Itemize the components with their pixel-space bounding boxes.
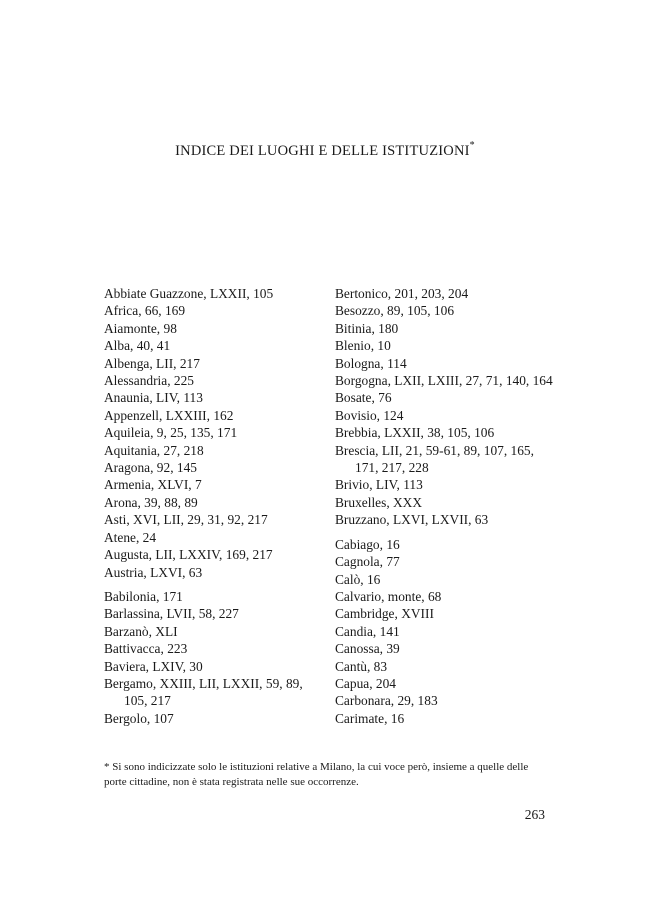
index-entry: Barlassina, LVII, 58, 227	[104, 606, 239, 622]
index-entry: Blenio, 10	[335, 338, 391, 354]
index-column-left	[104, 285, 322, 727]
index-entry: Augusta, LII, LXXIV, 169, 217	[104, 547, 273, 563]
index-entry: Bologna, 114	[335, 355, 407, 371]
index-entry: Anaunia, LIV, 113	[104, 390, 203, 406]
index-entry: Alessandria, 225	[104, 373, 194, 389]
index-entry: Calvario, monte, 68	[335, 588, 442, 604]
index-entry: Brescia, LII, 21, 59-61, 89, 107, 165, 171, 217, 228	[335, 442, 534, 476]
index-entry: Bosate, 76	[335, 390, 392, 406]
section-gap	[104, 581, 322, 588]
index-entry: Bruxelles, XXX	[335, 494, 423, 510]
index-entry: Appenzell, LXXIII, 162	[104, 407, 234, 423]
index-entry: Albenga, LII, 217	[104, 355, 200, 371]
index-entry: Austria, LXVI, 63	[104, 564, 203, 580]
index-entry: Carimate, 16	[335, 710, 405, 726]
index-entry: Bergamo, XXIII, LII, LXXII, 59, 89, 105, 217	[104, 675, 303, 709]
index-entry: Calò, 16	[335, 571, 381, 587]
index-entry: Aquitania, 27, 218	[104, 442, 204, 458]
index-entry: Brivio, LIV, 113	[335, 477, 423, 493]
footnote: * Si sono indicizzate solo le istituzioni relative a Milano, la cui voce però, insieme a quelle delle porte cittadine, non è stata registrata nelle sue occorrenze.	[104, 761, 529, 788]
index-entry: Atene, 24	[104, 529, 157, 545]
index-entry: Bovisio, 124	[335, 407, 404, 423]
page-title	[0, 141, 650, 160]
index-entry: Bitinia, 180	[335, 320, 399, 336]
index-entry: Canossa, 39	[335, 641, 400, 657]
index-entry: Barzanò, XLI	[104, 623, 178, 639]
index-entry: Cagnola, 77	[335, 554, 400, 570]
index-column-right	[335, 285, 553, 727]
index-entry: Bruzzano, LXVI, LXVII, 63	[335, 512, 489, 528]
index-entry: Brebbia, LXXII, 38, 105, 106	[335, 425, 495, 441]
index-entry: Arona, 39, 88, 89	[104, 494, 198, 510]
index-entry: Asti, XVI, LII, 29, 31, 92, 217	[104, 512, 268, 528]
index-entry: Capua, 204	[335, 675, 396, 691]
index-entry: Cabiago, 16	[335, 536, 400, 552]
index-entry: Bergolo, 107	[104, 710, 174, 726]
index-entry: Armenia, XLVI, 7	[104, 477, 202, 493]
index-entry: Aragona, 92, 145	[104, 460, 197, 476]
page-title-text: INDICE DEI LUOGHI E DELLE ISTITUZIONI	[175, 142, 470, 159]
index-entry: Aiamonte, 98	[104, 320, 177, 336]
index-entry: Besozzo, 89, 105, 106	[335, 303, 455, 319]
section-gap	[335, 529, 553, 536]
index-entry: Carbonara, 29, 183	[335, 693, 438, 709]
index-entry: Alba, 40, 41	[104, 338, 171, 354]
index-entry: Baviera, LXIV, 30	[104, 658, 203, 674]
index-entry: Africa, 66, 169	[104, 303, 186, 319]
footnote-mark: *	[469, 140, 475, 151]
index-entry: Cambridge, XVIII	[335, 606, 434, 622]
index-entry: Candia, 141	[335, 623, 400, 639]
index-entry: Cantù, 83	[335, 658, 388, 674]
index-entry: Bertonico, 201, 203, 204	[335, 286, 469, 301]
index-entry: Aquileia, 9, 25, 135, 171	[104, 425, 238, 441]
index-entry: Battivacca, 223	[104, 641, 188, 657]
index-entry: Borgogna, LXII, LXIII, 27, 71, 140, 164	[335, 373, 553, 389]
index-entry: Babilonia, 171	[104, 588, 183, 604]
index-entry: Abbiate Guazzone, LXXII, 105	[104, 286, 274, 301]
page-number: 263	[524, 807, 545, 822]
